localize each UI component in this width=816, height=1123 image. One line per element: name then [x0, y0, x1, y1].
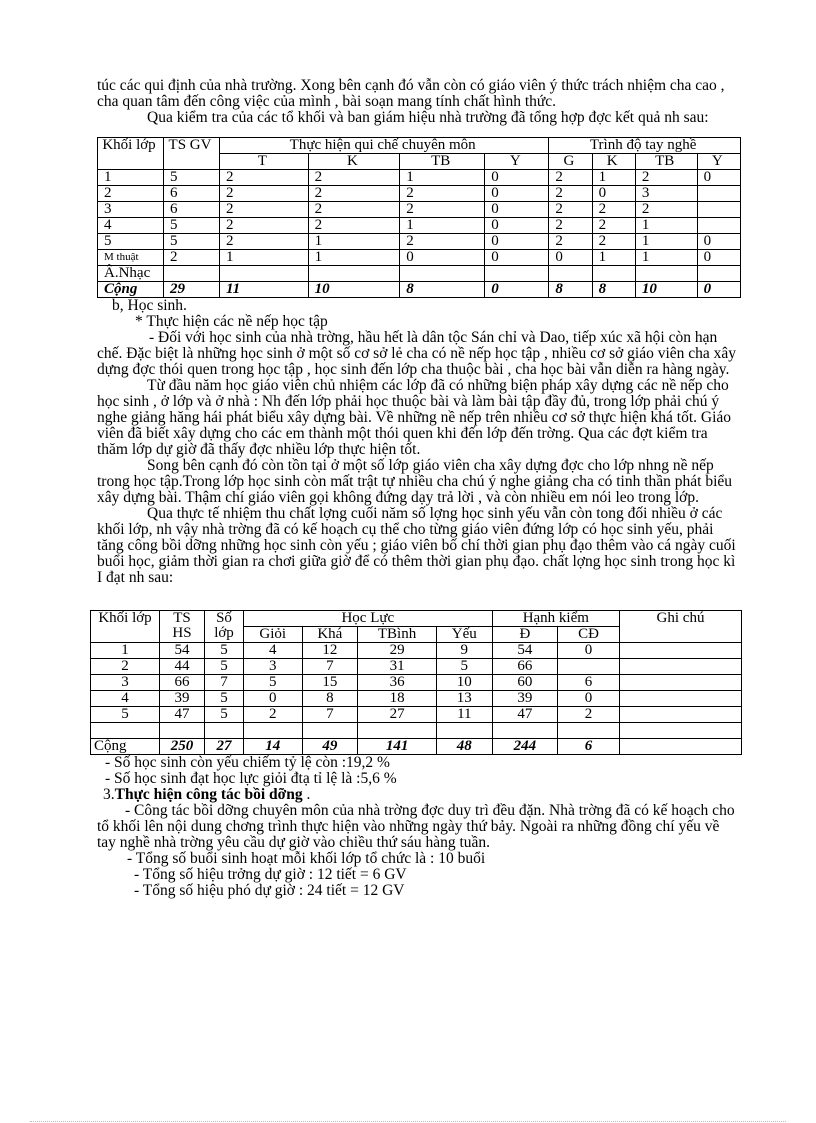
subheader-cell: K: [308, 154, 400, 170]
section-3-item-3: - Tổng số hiệu phó dự giờ : 24 tiết = 12 GV: [134, 882, 405, 899]
subheader-cell: Yếu: [436, 627, 492, 643]
students-paragraph-1: - Đối với học sinh của nhà trờng, hầu hết là dân tộc Sán chỉ và Dao, tiếp xúc xã hội còn hạn chế. Đặc biệt là những học sinh ở một số cơ sở lẻ cha có nề nếp học tập , nhiều cơ sở giáo viên cha xây dựng đợc thói quen trong học tập , học sinh đến lớp cha thuộc bài , cha học bài vẫn diễn ra hàng ngày.: [97, 329, 737, 378]
header-cell: Số lớp: [205, 611, 244, 643]
table-row: M thuật 2 1 1 0 0 0 1 1 0: [98, 250, 741, 266]
subheader-cell: Y: [697, 154, 740, 170]
table-total-row: Cộng 29 11 10 8 0 8 8 10 0: [98, 282, 741, 298]
subheader-cell: Y: [485, 154, 549, 170]
header-cell: Ghi chú: [620, 611, 742, 643]
subheader-cell: CĐ: [558, 627, 620, 643]
students-subheading: * Thực hiện các nề nếp học tập: [135, 313, 328, 330]
excellent-student-rate: - Số học sinh đạt học lực giỏi đtạ tỉ lệ là :5,6 %: [105, 770, 397, 787]
document-page: [94, 77, 742, 899]
table-row: 3 66 7 5 15 36 10 60 6: [91, 675, 742, 691]
intro-paragraph-2: Qua kiểm tra của các tổ khối và ban giám hiệu nhà trường đã tổng hợp đợc kết quả nh sau:: [147, 109, 709, 126]
header-cell: TS GV: [164, 138, 220, 170]
subheader-cell: TB: [400, 154, 485, 170]
table-row: 2 44 5 3 7 31 5 66: [91, 659, 742, 675]
table-row: 1 54 5 4 12 29 9 54 0: [91, 643, 742, 659]
page-bottom-divider: [30, 1121, 786, 1122]
students-paragraph-4: Qua thực tế nhiệm thu chất lợng cuối năm số lợng học sinh yếu vẫn còn tong đối nhiều ở các khối lớp, nh vậy nhà trờng đã có kế hoạch cụ thể cho từng giáo viên đứng lớp có học sinh yếu, phải tăng công bồi dỡng những học sinh còn yếu ; giáo viên bố chí thời gian phụ đạo thêm vào cá ngày cuối buổi học, giảm thời gian ra chơi giữa giờ để có thêm thời gian phụ đạo. chất lợng học sinh trong học kì I đạt nh sau:: [97, 505, 736, 586]
subheader-cell: Khá: [302, 627, 358, 643]
students-heading: b, Học sinh.: [112, 297, 187, 314]
table-row: 1 5 2 2 1 0 2 1 2 0: [98, 170, 741, 186]
teacher-results-table: [97, 137, 741, 298]
intro-paragraph-1: túc các qui định của nhà trường. Xong bên cạnh đó vẫn còn có giáo viên ý thức trách nhiệm cha cao , cha quan tâm đến công việc của mình , bài soạn mang tính chất hình thức.: [97, 77, 725, 110]
subheader-cell: Đ: [492, 627, 558, 643]
section-3-item-2: - Tổng số hiệu trởng dự giờ : 12 tiết = 6 GV: [134, 866, 407, 883]
students-paragraph-2: Từ đầu năm học giáo viên chủ nhiệm các lớp đã có những biện pháp xây dựng các nề nếp cho học sinh , ở lớp và ở nhà : Nh đến lớp phải học thuộc bài và làm bài tập đầy đủ, trong lớp phải chú ý nghe giảng hăng hái phát biểu xây dựng bài. Về những nề nếp trên nhiều cơ sở thực hiện khá tốt. Giáo viên đã biết xây dựng cho các em thành một thói quen khi đến lớp đến trờng. Qua các đợt kiểm tra thăm lớp dự giờ đã thấy đợc nhiều lớp thực hiện tốt.: [97, 377, 732, 458]
table-row: 3 6 2 2 2 0 2 2 2: [98, 202, 741, 218]
subheader-cell: TB: [635, 154, 697, 170]
table-row: 5 47 5 2 7 27 11 47 2: [91, 707, 742, 723]
subheader-cell: Giỏi: [244, 627, 303, 643]
table-row: 4 39 5 0 8 18 13 39 0: [91, 691, 742, 707]
table-row: 2 6 2 2 2 0 2 0 3: [98, 186, 741, 202]
table-row: 4 5 2 2 1 0 2 2 1: [98, 218, 741, 234]
subheader-cell: TBình: [358, 627, 437, 643]
subheader-cell: T: [220, 154, 309, 170]
header-cell: Thực hiện qui chế chuyên môn: [220, 138, 549, 154]
subheader-cell: G: [549, 154, 592, 170]
section-3-paragraph: - Công tác bồi dỡng chuyên môn của nhà trờng đợc duy trì đều đặn. Nhà trờng đã có kế hoạch cho tổ khối lên nội dung chơng trình thực hiện vào những ngày thứ bảy. Ngoài ra những đồng chí yếu về tay nghề nhà trờng yêu cầu dự giờ vào chiều thứ sáu hàng tuần.: [97, 802, 735, 851]
table-row: Â.Nhạc: [98, 266, 741, 282]
section-3-heading: 3.Thực hiện công tác bồi dỡng .: [103, 786, 311, 803]
weak-student-rate: - Số học sinh còn yếu chiếm tỷ lệ còn :19,2 %: [105, 754, 390, 771]
table-total-row: Cộng 250 27 14 49 141 48 244 6: [91, 739, 742, 755]
header-cell: Học Lực: [244, 611, 493, 627]
subheader-cell: K: [592, 154, 635, 170]
students-paragraph-3: Song bên cạnh đó còn tồn tại ở một số lớp giáo viên cha xây dựng đợc cho lớp nhng nề nếp trong học tập.Trong lớp học sinh còn mất trật tự nhiều cha chú ý nghe giảng cha có tinh thần phát biểu xây dựng bài. Thậm chí giáo viên gọi không đứng dạy trả lời , và còn nhiều em nói leo trong lớp.: [97, 457, 733, 506]
header-cell: Khối lớp: [98, 138, 164, 170]
header-cell: TS HS: [160, 611, 205, 643]
header-cell: Trình độ tay nghề: [549, 138, 741, 154]
header-cell: Khối lớp: [91, 611, 160, 643]
header-cell: Hạnh kiểm: [492, 611, 619, 627]
student-results-table: [90, 610, 742, 755]
section-3-item-1: - Tổng số buổi sinh hoạt mỗi khối lớp tổ chức là : 10 buổi: [127, 850, 486, 867]
table-row: 5 5 2 1 2 0 2 2 1 0: [98, 234, 741, 250]
table-row: [91, 723, 742, 739]
